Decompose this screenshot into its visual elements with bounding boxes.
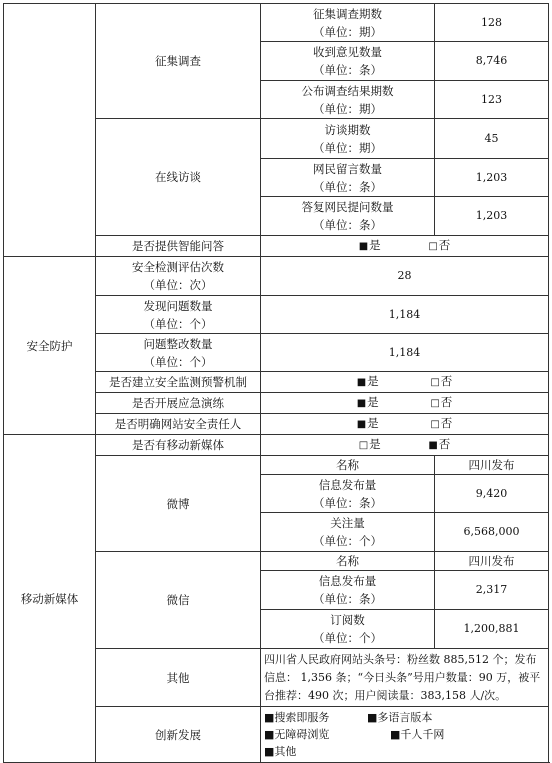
innovation-section-label: 创新发展 (96, 707, 261, 763)
innovation-option-accessible: ■无障碍浏览 (264, 728, 330, 741)
weibo-followers-value: 6,568,000 (435, 513, 549, 552)
problems-fixed-value: 1,184 (261, 334, 549, 372)
wechat-name-header: 名称 (261, 552, 435, 571)
weibo-followers-label: 关注量 （单位：个） (261, 513, 435, 552)
responsible-person-label: 是否明确网站安全责任人 (96, 414, 261, 435)
has-mobile-no-checkbox: ■否 (428, 437, 451, 451)
emergency-drill-no-checkbox: □否 (430, 395, 453, 409)
problems-found-label: 发现问题数量 （单位：个） (96, 296, 261, 334)
innovation-option-personalized: ■千人千网 (390, 728, 445, 741)
innovation-option-multilang: ■多语言版本 (367, 711, 433, 724)
has-mobile-label: 是否有移动新媒体 (96, 435, 261, 456)
responsible-person-answer (261, 414, 549, 435)
responsible-person-yes-checkbox: ■是 (356, 416, 379, 430)
interview-periods-value: 45 (435, 119, 549, 159)
security-section-label: 安全防护 (4, 257, 96, 435)
answered-questions-value: 1,203 (435, 197, 549, 236)
responsible-person-no-checkbox: □否 (430, 416, 453, 430)
problems-found-value: 1,184 (261, 296, 549, 334)
warning-mechanism-no-checkbox: □否 (430, 374, 453, 388)
has-mobile-yes-checkbox: □是 (358, 437, 381, 451)
netizen-messages-label: 网民留言数量 （单位：条） (261, 159, 435, 197)
interaction-section (4, 4, 96, 257)
smart-qa-answer (261, 236, 549, 257)
security-assessments-value: 28 (261, 257, 549, 296)
wechat-subscribers-value: 1,200,881 (435, 610, 549, 649)
weibo-name-header: 名称 (261, 456, 435, 475)
emergency-drill-answer (261, 393, 549, 414)
stats-table (3, 3, 549, 763)
mobile-section-label: 移动新媒体 (4, 435, 96, 763)
innovation-option-other: ■其他 (264, 745, 297, 758)
solicitation-periods-label: 征集调查期数 （单位：期） (261, 4, 435, 42)
wechat-account-name: 四川发布 (435, 552, 549, 571)
weibo-account-name: 四川发布 (435, 456, 549, 475)
smart-qa-no-checkbox: □否 (428, 238, 451, 252)
online-interview-label: 在线访谈 (96, 119, 261, 236)
smart-qa-yes-checkbox: ■是 (358, 238, 381, 252)
interview-periods-label: 访谈期数 （单位：期） (261, 119, 435, 159)
warning-mechanism-yes-checkbox: ■是 (356, 374, 379, 388)
opinions-received-value: 8,746 (435, 42, 549, 81)
solicitation-label: 征集调查 (96, 4, 261, 119)
opinions-received-label: 收到意见数量 （单位：条） (261, 42, 435, 81)
weibo-posts-value: 9,420 (435, 475, 549, 513)
problems-fixed-label: 问题整改数量 （单位：个） (96, 334, 261, 372)
security-assessments-label: 安全检测评估次数 （单位：次） (96, 257, 261, 296)
solicitation-periods-value: 128 (435, 4, 549, 42)
weibo-posts-label: 信息发布量 （单位：条） (261, 475, 435, 513)
answered-questions-label: 答复网民提问数量 （单位：条） (261, 197, 435, 236)
wechat-posts-label: 信息发布量 （单位：条） (261, 571, 435, 610)
smart-qa-label: 是否提供智能问答 (96, 236, 261, 257)
has-mobile-answer (261, 435, 549, 456)
netizen-messages-value: 1,203 (435, 159, 549, 197)
emergency-drill-label: 是否开展应急演练 (96, 393, 261, 414)
innovation-option-search: ■搜索即服务 (264, 711, 330, 724)
innovation-options (261, 707, 549, 763)
other-media-text: 四川省人民政府网站头条号：粉丝数 885,512 个；发布信息： 1,356 条；“今日头条”号用户数量：90 万，被平台推荐：490 次；用户阅读量：383,158 人/次。 (261, 649, 549, 707)
published-results-value: 123 (435, 81, 549, 119)
wechat-subscribers-label: 订阅数 （单位：个） (261, 610, 435, 649)
published-results-label: 公布调查结果期数 （单位：期） (261, 81, 435, 119)
emergency-drill-yes-checkbox: ■是 (356, 395, 379, 409)
warning-mechanism-answer (261, 372, 549, 393)
weibo-label: 微博 (96, 456, 261, 552)
wechat-label: 微信 (96, 552, 261, 649)
warning-mechanism-label: 是否建立安全监测预警机制 (96, 372, 261, 393)
other-media-label: 其他 (96, 649, 261, 707)
wechat-posts-value: 2,317 (435, 571, 549, 610)
